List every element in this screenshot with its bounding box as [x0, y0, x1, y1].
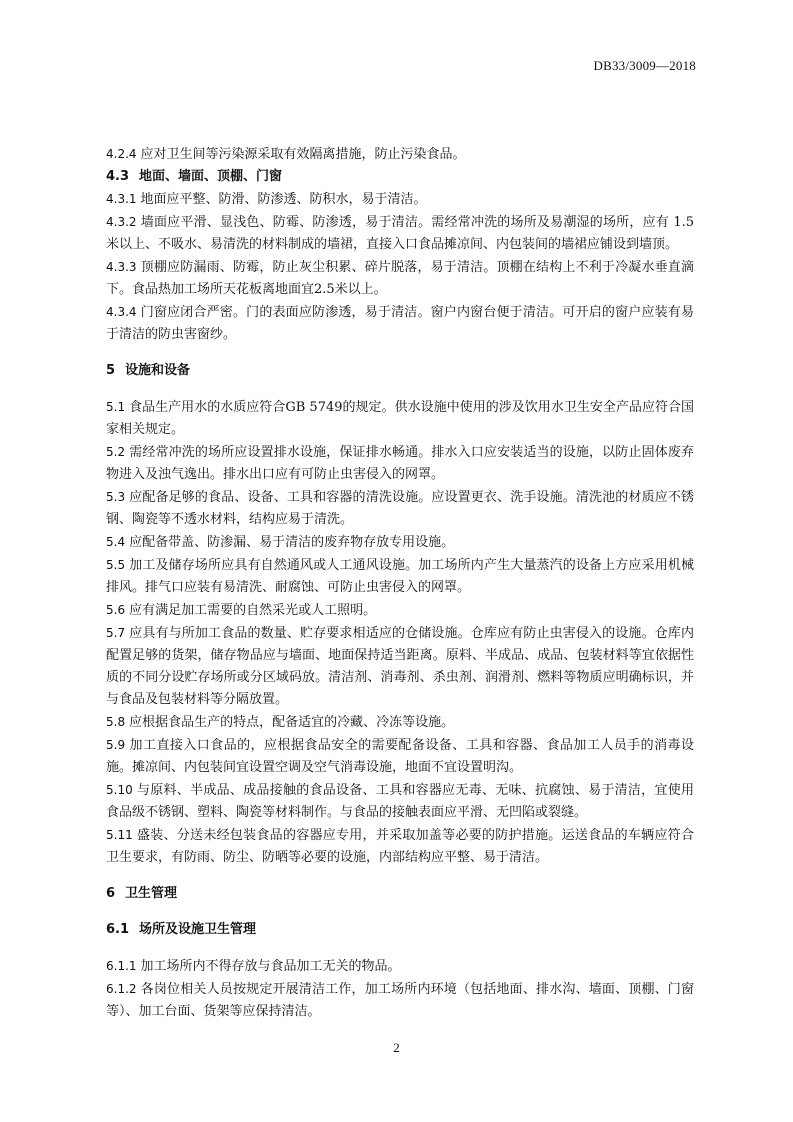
section-title: 设施和设备 [125, 363, 191, 378]
clause-text: 各岗位相关人员按规定开展清洁工作，加工场所内环境（包括地面、排水沟、墙面、顶棚、门窗等）、加工台面、货架等应保持清洁。 [106, 982, 694, 1019]
clause-4-3-1 [106, 188, 694, 211]
clause-number: 4.3.4 [106, 305, 137, 319]
section-6-1-heading [106, 919, 694, 941]
clause-5-9 [106, 734, 694, 779]
clause-5-6 [106, 599, 694, 622]
clause-text: 食品生产用水的水质应符合GB 5749的规定。供水设施中使用的涉及饮用水卫生安全产品应符合国家相关规定。 [106, 400, 694, 437]
clause-text: 应配备足够的食品、设备、工具和容器的清洗设施。应设置更衣、洗手设施。清洗池的材质应不锈钢、陶瓷等不透水材料，结构应易于清洗。 [106, 490, 694, 527]
clause-number: 5.3 [106, 490, 126, 504]
clause-number: 4.3.2 [106, 215, 137, 229]
section-title: 场所及设施卫生管理 [139, 922, 257, 937]
clause-number: 5.8 [106, 715, 126, 729]
clause-number: 6.1.1 [106, 959, 137, 973]
clause-number: 5.11 [106, 828, 133, 842]
clause-text: 盛装、分送未经包装食品的容器应专用，并采取加盖等必要的防护措施。运送食品的车辆应符合卫生要求，有防雨、防尘、防晒等必要的设施，内部结构应平整、易于清洁。 [106, 828, 694, 865]
clause-5-10 [106, 779, 694, 824]
clause-6-1-1 [106, 955, 694, 978]
clause-text: 门窗应闭合严密。门的表面应防渗透，易于清洁。窗户内窗台便于清洁。可开启的窗户应装有易于清洁的防虫害窗纱。 [106, 305, 694, 342]
clause-5-7 [106, 622, 694, 711]
page-body [106, 143, 694, 1023]
section-number: 6 [106, 886, 116, 901]
clause-4-3-4 [106, 301, 694, 346]
clause-text: 墙面应平滑、显浅色、防霉、防渗透，易于清洁。需经常冲洗的场所及易潮湿的场所，应有 1.5 米以上、不吸水、易清洗的材料制成的墙裙，直接入口食品摊凉间、内包装间的墙裙应铺设到墙顶。 [106, 215, 694, 252]
clause-number: 5.1 [106, 400, 126, 414]
clause-text: 加工直接入口食品的，应根据食品安全的需要配备设备、工具和容器、食品加工人员手的消毒设施。摊凉间、内包装间宜设置空调及空气消毒设施，地面不宜设置明沟。 [106, 738, 694, 775]
clause-text: 应配备带盖、防渗漏、易于清洁的废弃物存放专用设施。 [129, 535, 455, 550]
clause-5-8 [106, 711, 694, 734]
clause-text: 应根据食品生产的特点，配备适宜的冷藏、冷冻等设施。 [129, 715, 455, 730]
clause-4-3-2 [106, 211, 694, 256]
clause-number: 5.4 [106, 535, 126, 549]
clause-number: 5.9 [106, 738, 126, 752]
clause-5-4 [106, 531, 694, 554]
clause-number: 5.2 [106, 445, 126, 459]
page-number: 2 [393, 1040, 400, 1055]
clause-text: 应具有与所加工食品的数量、贮存要求相适应的仓储设施。仓库应有防止虫害侵入的设施。仓库内配置足够的货架，储存物品应与墙面、地面保持适当距离。原料、半成品、成品、包装材料等宜依据性质的不同分设贮存场所或分区域码放。清洁剂、消毒剂、杀虫剂、润滑剂、燃料等物质应明确标识，并与食品及包装材料等分隔放置。 [106, 626, 694, 707]
clause-text: 应对卫生间等污染源采取有效隔离措施，防止污染食品。 [140, 147, 466, 162]
clause-text: 应有满足加工需要的自然采光或人工照明。 [129, 603, 377, 618]
section-4-3-heading [106, 166, 694, 188]
section-number: 5 [106, 363, 116, 378]
clause-text: 顶棚应防漏雨、防霉，防止灰尘积累、碎片脱落，易于清洁。顶棚在结构上不利于冷凝水垂直滴下。食品热加工场所天花板离地面宜2.5米以上。 [106, 260, 694, 297]
clause-6-1-2 [106, 978, 694, 1023]
clause-5-2 [106, 441, 694, 486]
section-5-heading [106, 360, 694, 382]
clause-number: 5.5 [106, 558, 126, 572]
clause-text: 加工场所内不得存放与食品加工无关的物品。 [140, 959, 401, 974]
clause-number: 6.1.2 [106, 982, 137, 996]
clause-5-5 [106, 554, 694, 599]
section-number: 4.3 [106, 169, 130, 184]
clause-4-3-3 [106, 256, 694, 301]
clause-text: 与原料、半成品、成品接触的食品设备、工具和容器应无毒、无味、抗腐蚀、易于清洁，宜使用食品级不锈钢、塑料、陶瓷等材料制作。与食品的接触表面应平滑、无凹陷或裂缝。 [106, 783, 694, 820]
clause-number: 4.3.1 [106, 192, 137, 206]
clause-5-3 [106, 486, 694, 531]
section-title: 地面、墙面、顶棚、门窗 [139, 169, 283, 184]
clause-number: 5.6 [106, 603, 126, 617]
document-code: DB33/3009—2018 [593, 58, 696, 73]
clause-number: 5.10 [106, 783, 133, 797]
clause-text: 需经常冲洗的场所应设置排水设施，保证排水畅通。排水入口应安装适当的设施，以防止固体废弃物进入及浊气逸出。排水出口应有可防止虫害侵入的网罩。 [106, 445, 694, 482]
clause-number: 4.2.4 [106, 147, 137, 161]
clause-5-1 [106, 396, 694, 441]
clause-text: 加工及储存场所应具有自然通风或人工通风设施。加工场所内产生大量蒸汽的设备上方应采用机械排风。排气口应装有易清洗、耐腐蚀、可防止虫害侵入的网罩。 [106, 558, 694, 595]
clause-number: 5.7 [106, 626, 126, 640]
clause-4-2-4 [106, 143, 694, 166]
section-number: 6.1 [106, 922, 130, 937]
clause-text: 地面应平整、防滑、防渗透、防积水，易于清洁。 [140, 192, 427, 207]
section-title: 卫生管理 [125, 886, 178, 901]
section-6-heading [106, 883, 694, 905]
clause-5-11 [106, 824, 694, 869]
clause-number: 4.3.3 [106, 260, 137, 274]
